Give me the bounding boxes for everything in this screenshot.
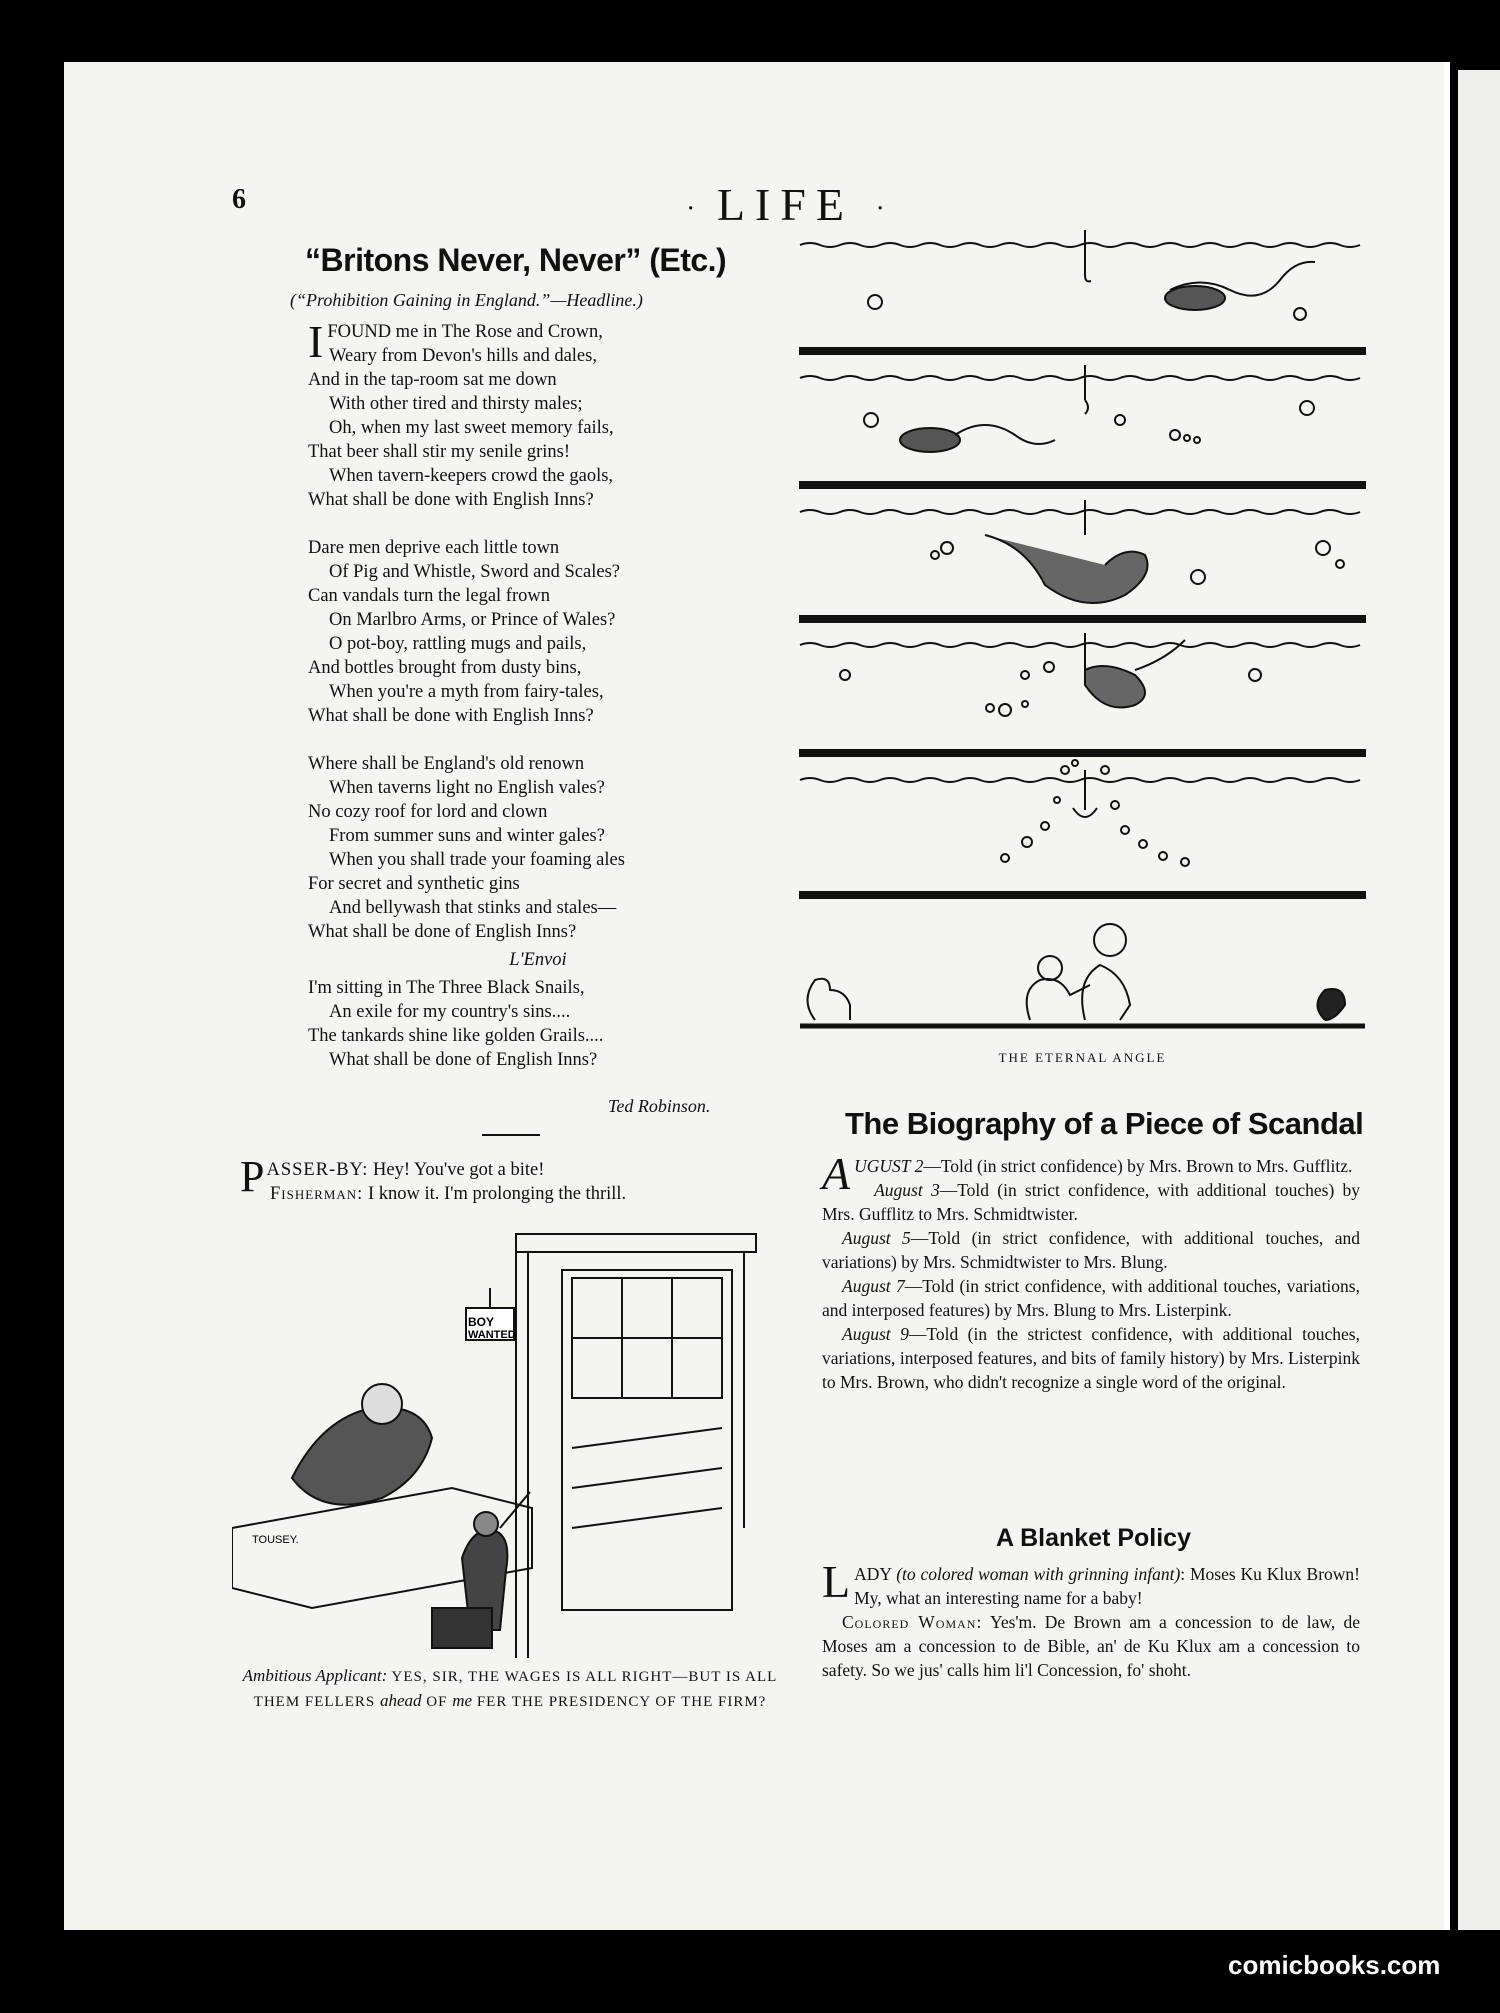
biography-entry: [822, 1322, 1360, 1394]
biography-entry: [822, 1274, 1360, 1322]
poem-line: An exile for my country's sins....: [329, 1002, 571, 1022]
entry-text: —Told (in strict confidence, with additional touches, variations, and interposed features) by Mrs. Blung to Mrs. Listerpink.: [822, 1276, 1360, 1320]
page-edge: [1444, 62, 1450, 1930]
cartoon-caption: [240, 1664, 780, 1714]
poem-line: When taverns light no English vales?: [329, 778, 605, 798]
biography-drop-cap: A: [822, 1148, 851, 1199]
poem-drop-cap: I: [308, 316, 324, 367]
speaker-label: ASSER-BY:: [266, 1160, 369, 1180]
joke-text: Hey! You've got a bite!: [373, 1160, 545, 1180]
biography-entry: [822, 1226, 1360, 1274]
poem-line: What shall be done of English Inns?: [329, 1050, 598, 1070]
poem-line: I'm sitting in The Three Black Snails,: [308, 978, 585, 998]
entry-date: August 3: [874, 1180, 940, 1200]
blanket-drop-cap: L: [822, 1556, 851, 1607]
poem-line: With other tired and thirsty males;: [329, 394, 583, 414]
poem-line: When you shall trade your foaming ales: [329, 850, 625, 870]
masthead: [686, 178, 885, 231]
office-cartoon: [232, 1228, 780, 1660]
masthead-title: LIFE: [716, 179, 854, 230]
blanket-paragraph: [822, 1556, 1361, 1610]
caption-text: FER THE PRESIDENCY OF THE FIRM?: [476, 1694, 767, 1710]
envoi-title: L'Envoi: [509, 950, 567, 970]
artist-signature: TOUSEY.: [252, 1534, 299, 1546]
dialogue-text: : Moses Ku Klux Brown! My, what an interesting name for a baby!: [854, 1564, 1361, 1608]
entry-text: —Told (in the strictest confidence, with additional touches, variations, interposed features, and bits of family history) by Mrs. Listerpink to Mrs. Brown, who didn't recognize a single word of the original.: [822, 1324, 1360, 1392]
entry-date: August 5: [842, 1228, 911, 1248]
poem-line: What shall be done of English Inns?: [308, 922, 577, 942]
poem-line: Weary from Devon's hills and dales,: [329, 346, 597, 366]
poem-line: And in the tap-room sat me down: [308, 370, 557, 390]
joke-line: [240, 1158, 740, 1182]
speaker-label: ADY: [854, 1564, 892, 1584]
poem-line: No cozy roof for lord and clown: [308, 802, 548, 822]
caption-emphasis: ahead: [380, 1691, 422, 1710]
poem-line: When tavern-keepers crowd the gaols,: [329, 466, 614, 486]
poem-line: And bottles brought from dusty bins,: [308, 658, 582, 678]
entry-date: August 7: [842, 1276, 905, 1296]
blanket-body: [822, 1556, 1361, 1682]
adjacent-page: [1458, 70, 1500, 1930]
blanket-paragraph: [822, 1610, 1360, 1682]
comic-caption: THE ETERNAL ANGLE: [998, 1050, 1167, 1065]
masthead-dot-left: ·: [686, 193, 696, 225]
entry-text: —Told (in strict confidence, with additional touches) by Mrs. Gufflitz to Mrs. Schmidtwister.: [822, 1180, 1360, 1224]
entry-text: —Told (in strict confidence) by Mrs. Brown to Mrs. Gufflitz.: [923, 1156, 1353, 1176]
passer-by-joke: [240, 1152, 740, 1206]
section-divider: [482, 1134, 540, 1136]
joke-text: I know it. I'm prolonging the thrill.: [367, 1184, 627, 1204]
biography-body: [822, 1148, 1360, 1394]
caption-emphasis: me: [452, 1691, 473, 1710]
poem-line: From summer suns and winter gales?: [329, 826, 605, 846]
caption-text: YES, SIR, THE WAGES IS ALL RIGHT—BUT IS ALL THEM FELLERS: [253, 1669, 778, 1710]
poem-title: “Britons Never, Never” (Etc.): [305, 242, 727, 278]
blanket-title: A Blanket Policy: [996, 1524, 1191, 1552]
poem-line: That beer shall stir my senile grins!: [308, 442, 571, 462]
poem-body: [308, 316, 748, 1072]
sign-line-2: WANTED: [468, 1329, 516, 1341]
poem-subtitle: (“Prohibition Gaining in England.”—Headline.): [290, 290, 643, 310]
joke-drop-cap: P: [240, 1152, 265, 1201]
page-number: 6: [232, 184, 246, 215]
caption-speaker: Ambitious Applicant:: [242, 1666, 388, 1685]
sign-line-1: BOY: [468, 1315, 495, 1329]
entry-text: —Told (in strict confidence, with additional touches, and variations) by Mrs. Schmidtwister to Mrs. Blung.: [822, 1228, 1360, 1272]
poem-line: O pot-boy, rattling mugs and pails,: [329, 634, 587, 654]
poem-line: Dare men deprive each little town: [308, 538, 560, 558]
dialogue-text: Yes'm. De Brown am a concession to de law, de Moses am a concession to de Bible, an' de Ku Klux am a concession to safety. So we jus' calls him li'l Concession, fo' shoht.: [822, 1612, 1360, 1680]
poem-line: On Marlbro Arms, or Prince of Wales?: [329, 610, 616, 630]
watermark: comicbooks.com: [1228, 1950, 1441, 1980]
poem-signature: Ted Robinson.: [608, 1096, 711, 1116]
poem-line: What shall be done with English Inns?: [308, 490, 594, 510]
biography-title: The Biography of a Piece of Scandal: [845, 1106, 1364, 1141]
poem-line: When you're a myth from fairy-tales,: [329, 682, 604, 702]
poem-line: Of Pig and Whistle, Sword and Scales?: [329, 562, 620, 582]
poem-line: For secret and synthetic gins: [308, 874, 520, 894]
masthead-dot-right: ·: [875, 193, 885, 225]
poem-line: The tankards shine like golden Grails....: [308, 1026, 604, 1046]
entry-date: August 9: [842, 1324, 909, 1344]
stage-direction: (to colored woman with grinning infant): [896, 1564, 1181, 1584]
speaker-label: Fisherman:: [270, 1184, 364, 1204]
joke-line: [240, 1182, 740, 1206]
fishing-comic-strip: [795, 230, 1370, 1036]
entry-date: UGUST 2: [854, 1156, 924, 1176]
poem-line-text: FOUND me in The Rose and Crown,: [327, 322, 603, 342]
poem-line: Oh, when my last sweet memory fails,: [329, 418, 614, 438]
poem-line: And bellywash that stinks and stales—: [329, 898, 617, 918]
biography-entry: [822, 1178, 1360, 1226]
poem-line: What shall be done with English Inns?: [308, 706, 594, 726]
poem-line: Can vandals turn the legal frown: [308, 586, 550, 606]
caption-text: OF: [426, 1694, 448, 1710]
poem-line: Where shall be England's old renown: [308, 754, 585, 774]
speaker-label: Colored Woman:: [842, 1612, 983, 1632]
